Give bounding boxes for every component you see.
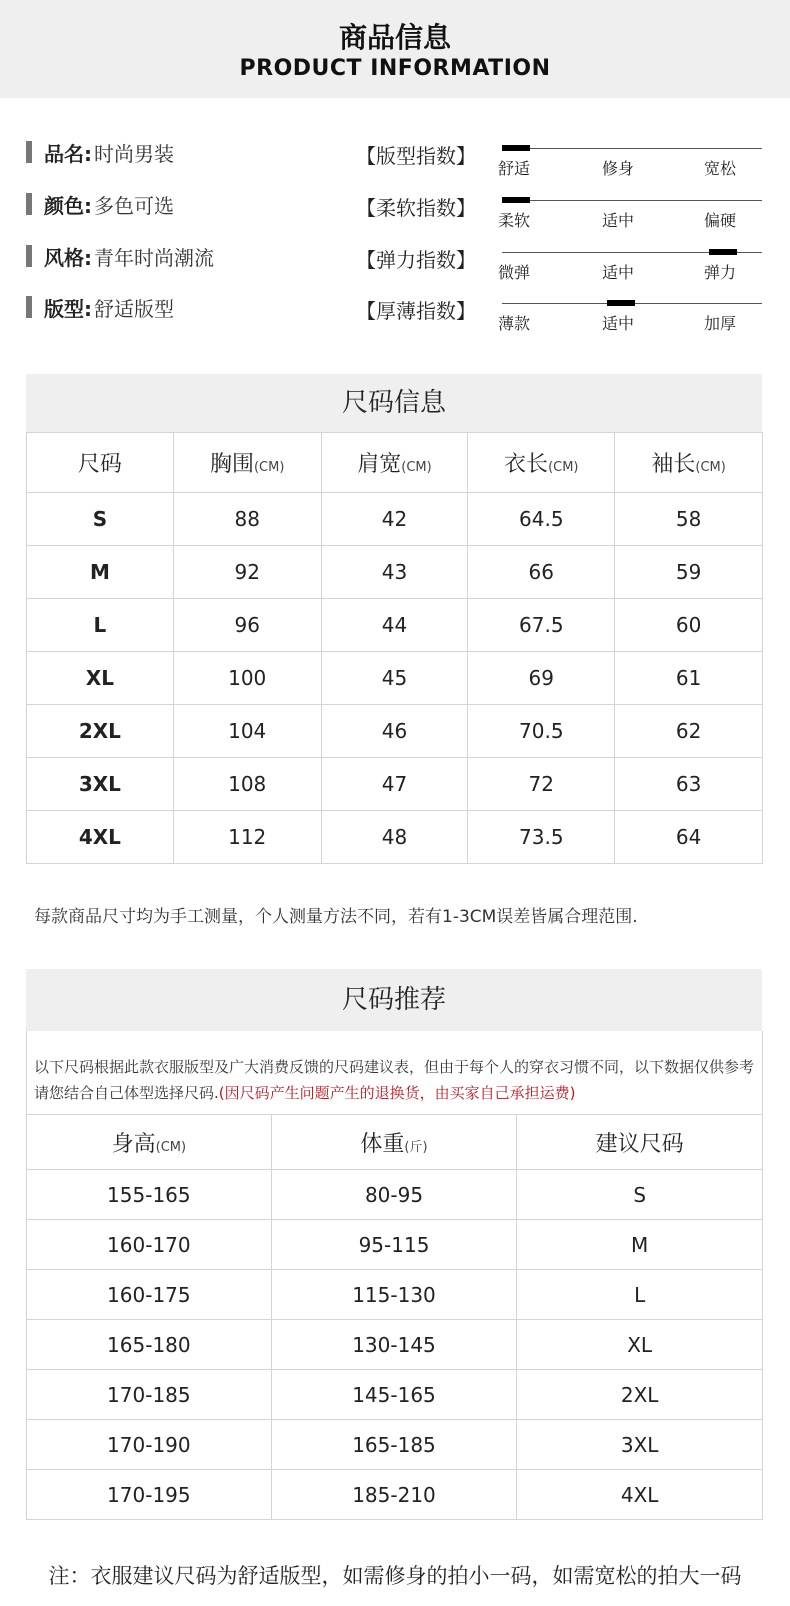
index-scale-softness (498, 200, 762, 240)
scale-label-left: 柔软 (498, 211, 531, 230)
table-cell: 64 (615, 811, 763, 864)
table-cell: 45 (321, 652, 468, 705)
table-cell: 63 (615, 758, 763, 811)
table-header-cell: 胸围(CM) (173, 433, 321, 493)
index-scale-elasticity (498, 252, 762, 292)
table-cell: 64.5 (468, 493, 615, 546)
size-rec-title: 尺码推荐 (26, 969, 762, 1031)
header-title-en: PRODUCT INFORMATION (239, 56, 551, 81)
scale-label-right: 偏硬 (704, 211, 737, 230)
attribute-color (26, 189, 174, 219)
scale-label-left: 舒适 (498, 159, 531, 178)
table-cell: M (517, 1220, 763, 1270)
table-cell: 72 (468, 758, 615, 811)
table-cell: 165-180 (27, 1320, 272, 1370)
table-cell: 70.5 (468, 705, 615, 758)
table-row (27, 652, 763, 705)
index-scale-thickness (498, 303, 762, 343)
table-cell: 2XL (517, 1370, 763, 1420)
scale-label-right: 加厚 (704, 314, 737, 333)
table-cell: 46 (321, 705, 468, 758)
table-header-cell: 身高(CM) (27, 1115, 272, 1170)
table-cell: 60 (615, 599, 763, 652)
table-cell: 130-145 (271, 1320, 517, 1370)
scale-line (502, 148, 762, 149)
attribute-value: 多色可选 (94, 193, 174, 218)
table-header-cell: 尺码 (27, 433, 174, 493)
attribute-bullet (26, 296, 32, 318)
table-cell: 108 (173, 758, 321, 811)
table-cell: 160-175 (27, 1270, 272, 1320)
table-header-row (27, 1115, 763, 1170)
scale-label-left: 薄款 (498, 314, 531, 333)
table-cell: XL (517, 1320, 763, 1370)
table-cell: 92 (173, 546, 321, 599)
table-row (27, 1370, 763, 1420)
table-cell: 2XL (27, 705, 174, 758)
attribute-value: 舒适版型 (94, 296, 174, 321)
scale-line (502, 200, 762, 201)
table-cell: 112 (173, 811, 321, 864)
table-cell: 47 (321, 758, 468, 811)
table-cell: 80-95 (271, 1170, 517, 1220)
table-cell: 170-195 (27, 1470, 272, 1520)
scale-marker (607, 300, 635, 306)
size-rec-description (34, 1054, 760, 1106)
table-cell: 170-190 (27, 1420, 272, 1470)
table-row (27, 758, 763, 811)
attribute-name (26, 137, 174, 167)
table-cell: 155-165 (27, 1170, 272, 1220)
index-label-elasticity: 【弹力指数】 (356, 248, 476, 272)
table-cell: 96 (173, 599, 321, 652)
table-cell: 58 (615, 493, 763, 546)
table-row (27, 493, 763, 546)
size-rec-desc-text: 以下尺码根据此款衣服版型及广大消费反馈的尺码建议表，但由于每个人的穿衣习惯不同，以下数据仅供参考请您结合自己体型选择尺码. (34, 1058, 755, 1102)
attribute-bullet (26, 141, 32, 163)
table-cell: 3XL (27, 758, 174, 811)
table-cell: 4XL (517, 1470, 763, 1520)
table-cell: 165-185 (271, 1420, 517, 1470)
table-row (27, 811, 763, 864)
attribute-fit (26, 292, 174, 322)
measurement-note: 每款商品尺寸均为手工测量，个人测量方法不同，若有1-3CM误差皆属合理范围. (34, 907, 638, 927)
scale-marker (709, 249, 737, 255)
table-row (27, 1470, 763, 1520)
scale-marker (502, 197, 530, 203)
attribute-key: 版型: (44, 296, 92, 321)
attribute-style (26, 241, 214, 271)
table-cell: 170-185 (27, 1370, 272, 1420)
table-cell: 59 (615, 546, 763, 599)
scale-label-left: 微弹 (498, 263, 531, 282)
table-cell: 62 (615, 705, 763, 758)
index-label-softness: 【柔软指数】 (356, 196, 476, 220)
table-row (27, 1420, 763, 1470)
table-cell: 115-130 (271, 1270, 517, 1320)
table-row (27, 1220, 763, 1270)
size-info-table (26, 432, 763, 864)
table-cell: 43 (321, 546, 468, 599)
table-cell: 160-170 (27, 1220, 272, 1270)
table-cell: 44 (321, 599, 468, 652)
table-header-cell: 建议尺码 (517, 1115, 763, 1170)
table-cell: XL (27, 652, 174, 705)
table-header-cell: 衣长(CM) (468, 433, 615, 493)
table-cell: 3XL (517, 1420, 763, 1470)
header-title-cn: 商品信息 (338, 21, 451, 54)
table-cell: 88 (173, 493, 321, 546)
table-row (27, 1170, 763, 1220)
attribute-bullet (26, 193, 32, 215)
table-cell: S (517, 1170, 763, 1220)
table-cell: 66 (468, 546, 615, 599)
table-header-cell: 体重(斤) (271, 1115, 517, 1170)
index-label-fit: 【版型指数】 (356, 144, 476, 168)
table-cell: 145-165 (271, 1370, 517, 1420)
table-cell: 42 (321, 493, 468, 546)
attribute-key: 颜色: (44, 193, 92, 218)
scale-label-mid: 适中 (602, 211, 635, 230)
product-info-header (0, 0, 790, 98)
table-cell: 48 (321, 811, 468, 864)
table-cell: M (27, 546, 174, 599)
scale-label-mid: 适中 (602, 263, 635, 282)
table-cell: L (517, 1270, 763, 1320)
table-cell: 61 (615, 652, 763, 705)
scale-label-right: 弹力 (704, 263, 737, 282)
size-info-title: 尺码信息 (26, 374, 762, 432)
attribute-value: 时尚男装 (94, 141, 174, 166)
table-cell: S (27, 493, 174, 546)
index-label-thickness: 【厚薄指数】 (356, 299, 476, 323)
table-cell: L (27, 599, 174, 652)
table-cell: 104 (173, 705, 321, 758)
table-header-cell: 肩宽(CM) (321, 433, 468, 493)
index-scale-fit (498, 148, 762, 188)
table-row (27, 705, 763, 758)
attribute-key: 风格: (44, 245, 92, 270)
scale-label-right: 宽松 (704, 159, 737, 178)
attribute-value: 青年时尚潮流 (94, 245, 214, 270)
scale-label-mid: 修身 (602, 159, 635, 178)
table-row (27, 1270, 763, 1320)
table-row (27, 546, 763, 599)
footer-note: 注：衣服建议尺码为舒适版型，如需修身的拍小一码，如需宽松的拍大一码 (48, 1564, 742, 1588)
attribute-bullet (26, 245, 32, 267)
table-cell: 67.5 (468, 599, 615, 652)
table-cell: 100 (173, 652, 321, 705)
table-header-cell: 袖长(CM) (615, 433, 763, 493)
scale-marker (502, 145, 530, 151)
table-header-row (27, 433, 763, 493)
scale-label-mid: 适中 (602, 314, 635, 333)
table-cell: 4XL (27, 811, 174, 864)
table-cell: 185-210 (271, 1470, 517, 1520)
table-cell: 95-115 (271, 1220, 517, 1270)
table-cell: 73.5 (468, 811, 615, 864)
size-rec-table (26, 1114, 763, 1520)
table-cell: 69 (468, 652, 615, 705)
table-row (27, 599, 763, 652)
size-rec-warning: (因尺码产生问题产生的退换货，由买家自己承担运费) (218, 1084, 576, 1102)
attribute-key: 品名: (44, 141, 92, 166)
table-row (27, 1320, 763, 1370)
